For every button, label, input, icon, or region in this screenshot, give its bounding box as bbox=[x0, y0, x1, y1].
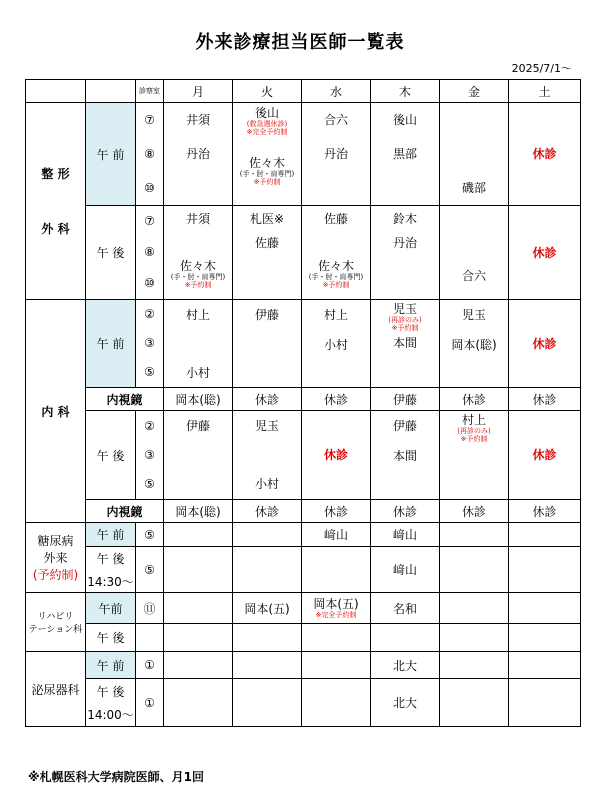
naika-am-mon: 村上 小村 bbox=[164, 300, 233, 388]
reha-pm-tue bbox=[233, 624, 302, 652]
seikei-pm-sat: 休診 bbox=[509, 206, 581, 300]
header-row bbox=[26, 80, 581, 103]
reha-am-sat bbox=[509, 593, 581, 624]
tonyo-pm-fri bbox=[440, 547, 509, 593]
tonyo-pm-thu: 﨑山 bbox=[371, 547, 440, 593]
hinyo-pm-thu: 北大 bbox=[371, 679, 440, 727]
naika-am-wed: 村上 小村 bbox=[302, 300, 371, 388]
effective-date: 2025/7/1～ bbox=[511, 62, 572, 75]
seikei-am-tue: 後山 (救急週休診) ※完全予約制 佐々木 (手・肘・肩専門) ※予約制 bbox=[233, 103, 302, 206]
scope-am-thu: 伊藤 bbox=[371, 388, 440, 411]
scope-pm-fri: 休診 bbox=[440, 500, 509, 523]
scope-am-tue: 休診 bbox=[233, 388, 302, 411]
hinyo-am-thu: 北大 bbox=[371, 652, 440, 679]
seikei-am-thu: 後山 黒部 bbox=[371, 103, 440, 206]
reha-am-thu: 名和 bbox=[371, 593, 440, 624]
scope-am-wed: 休診 bbox=[302, 388, 371, 411]
hinyo-am-sat bbox=[509, 652, 581, 679]
day-thu: 木 bbox=[371, 80, 440, 103]
day-wed: 水 bbox=[302, 80, 371, 103]
seikei-pm-row bbox=[26, 206, 581, 300]
scope-pm-tue: 休診 bbox=[233, 500, 302, 523]
reha-pm-sat bbox=[509, 624, 581, 652]
time-pm: 午 後 14:30～ bbox=[86, 547, 136, 593]
naika-pm-row bbox=[26, 411, 581, 500]
hinyo-am-row bbox=[26, 652, 581, 679]
rooms-cell: ② ③ ⑤ bbox=[136, 300, 164, 388]
reha-pm-mon bbox=[164, 624, 233, 652]
tonyo-pm-tue bbox=[233, 547, 302, 593]
room-cell: ⑤ bbox=[136, 523, 164, 547]
time-am: 午 前 bbox=[86, 652, 136, 679]
room-cell: ⑪ bbox=[136, 593, 164, 624]
tonyo-pm-wed bbox=[302, 547, 371, 593]
day-sat: 土 bbox=[509, 80, 581, 103]
scope-am-sat: 休診 bbox=[509, 388, 581, 411]
rooms-cell: ⑦ ⑧ ⑩ bbox=[136, 103, 164, 206]
tonyo-pm-sat bbox=[509, 547, 581, 593]
hinyo-am-mon bbox=[164, 652, 233, 679]
hinyo-am-fri bbox=[440, 652, 509, 679]
time-am: 午 前 bbox=[86, 523, 136, 547]
rooms-cell: ⑦ ⑧ ⑩ bbox=[136, 206, 164, 300]
naika-am-sat: 休診 bbox=[509, 300, 581, 388]
dept-hinyo: 泌尿器科 bbox=[26, 652, 86, 727]
seikei-pm-tue: 札医※ 佐藤 bbox=[233, 206, 302, 300]
naika-pm-thu: 伊藤 本間 bbox=[371, 411, 440, 500]
naika-pm-scope-row bbox=[26, 500, 581, 523]
tonyo-am-row bbox=[26, 523, 581, 547]
seikei-pm-mon: 井須 佐々木 (手・肘・肩専門) ※予約制 bbox=[164, 206, 233, 300]
naika-pm-tue: 児玉 小村 bbox=[233, 411, 302, 500]
day-mon: 月 bbox=[164, 80, 233, 103]
scope-pm-sat: 休診 bbox=[509, 500, 581, 523]
tonyo-am-wed: 﨑山 bbox=[302, 523, 371, 547]
time-pm: 午 後 bbox=[86, 624, 136, 652]
dept-tonyo: 糖尿病 外来 (予約制) bbox=[26, 523, 86, 593]
reha-am-tue: 岡本(五) bbox=[233, 593, 302, 624]
schedule-table bbox=[25, 79, 581, 727]
scope-am-fri: 休診 bbox=[440, 388, 509, 411]
scope-pm-mon: 岡本(聡) bbox=[164, 500, 233, 523]
reha-pm-fri bbox=[440, 624, 509, 652]
time-naishikyo: 内視鏡 bbox=[86, 388, 164, 411]
seikei-pm-thu: 鈴木 丹治 bbox=[371, 206, 440, 300]
naika-am-scope-row bbox=[26, 388, 581, 411]
room-header: 診察室 bbox=[136, 80, 164, 103]
day-tue: 火 bbox=[233, 80, 302, 103]
seikei-am-row bbox=[26, 103, 581, 206]
hinyo-am-tue bbox=[233, 652, 302, 679]
reha-am-fri bbox=[440, 593, 509, 624]
tonyo-am-fri bbox=[440, 523, 509, 547]
time-pm: 午 後 bbox=[86, 206, 136, 300]
dept-naika: 内 科 bbox=[26, 300, 86, 523]
seikei-pm-fri: 合六 bbox=[440, 206, 509, 300]
time-am: 午 前 bbox=[86, 103, 136, 206]
tonyo-am-sat bbox=[509, 523, 581, 547]
footer-note: ※札幌医科大学病院医師、月1回 bbox=[28, 770, 205, 784]
tonyo-am-mon bbox=[164, 523, 233, 547]
seikei-am-mon: 井須 丹治 bbox=[164, 103, 233, 206]
seikei-am-wed: 合六 丹治 bbox=[302, 103, 371, 206]
tonyo-am-thu: 﨑山 bbox=[371, 523, 440, 547]
room-cell: ① bbox=[136, 679, 164, 727]
tonyo-pm-row bbox=[26, 547, 581, 593]
naika-pm-fri: 村上 (再診のみ) ※予約制 bbox=[440, 411, 509, 500]
naika-pm-wed: 休診 bbox=[302, 411, 371, 500]
seikei-am-sat: 休診 bbox=[509, 103, 581, 206]
scope-am-mon: 岡本(聡) bbox=[164, 388, 233, 411]
naika-am-row bbox=[26, 300, 581, 388]
time-am: 午前 bbox=[86, 593, 136, 624]
tonyo-am-tue bbox=[233, 523, 302, 547]
scope-pm-wed: 休診 bbox=[302, 500, 371, 523]
seikei-pm-wed: 佐藤 佐々木 (手・肘・肩専門) ※予約制 bbox=[302, 206, 371, 300]
dept-seikei: 整 形 外 科 bbox=[26, 103, 86, 300]
seikei-am-fri: 磯部 bbox=[440, 103, 509, 206]
naika-am-fri: 児玉 岡本(聡) bbox=[440, 300, 509, 388]
reha-am-mon bbox=[164, 593, 233, 624]
reha-pm-thu bbox=[371, 624, 440, 652]
day-fri: 金 bbox=[440, 80, 509, 103]
reha-am-row bbox=[26, 593, 581, 624]
hinyo-pm-row bbox=[26, 679, 581, 727]
time-pm: 午 後 14:00～ bbox=[86, 679, 136, 727]
reha-am-wed: 岡本(五) ※完全予約制 bbox=[302, 593, 371, 624]
room-cell: ⑤ bbox=[136, 547, 164, 593]
hinyo-pm-fri bbox=[440, 679, 509, 727]
time-am: 午 前 bbox=[86, 300, 136, 388]
room-cell bbox=[136, 624, 164, 652]
dept-reha: リハビリ テーション科 bbox=[26, 593, 86, 652]
hinyo-pm-wed bbox=[302, 679, 371, 727]
page-title: 外来診療担当医師一覧表 bbox=[195, 32, 405, 53]
hinyo-pm-mon bbox=[164, 679, 233, 727]
reha-pm-wed bbox=[302, 624, 371, 652]
reha-pm-row bbox=[26, 624, 581, 652]
naika-am-tue: 伊藤 bbox=[233, 300, 302, 388]
naika-pm-mon: 伊藤 bbox=[164, 411, 233, 500]
time-naishikyo: 内視鏡 bbox=[86, 500, 164, 523]
hinyo-am-wed bbox=[302, 652, 371, 679]
hinyo-pm-tue bbox=[233, 679, 302, 727]
room-cell: ① bbox=[136, 652, 164, 679]
rooms-cell: ② ③ ⑤ bbox=[136, 411, 164, 500]
hinyo-pm-sat bbox=[509, 679, 581, 727]
tonyo-pm-mon bbox=[164, 547, 233, 593]
scope-pm-thu: 休診 bbox=[371, 500, 440, 523]
time-pm: 午 後 bbox=[86, 411, 136, 500]
naika-am-thu: 児玉 (再診のみ) ※予約制 本間 bbox=[371, 300, 440, 388]
naika-pm-sat: 休診 bbox=[509, 411, 581, 500]
